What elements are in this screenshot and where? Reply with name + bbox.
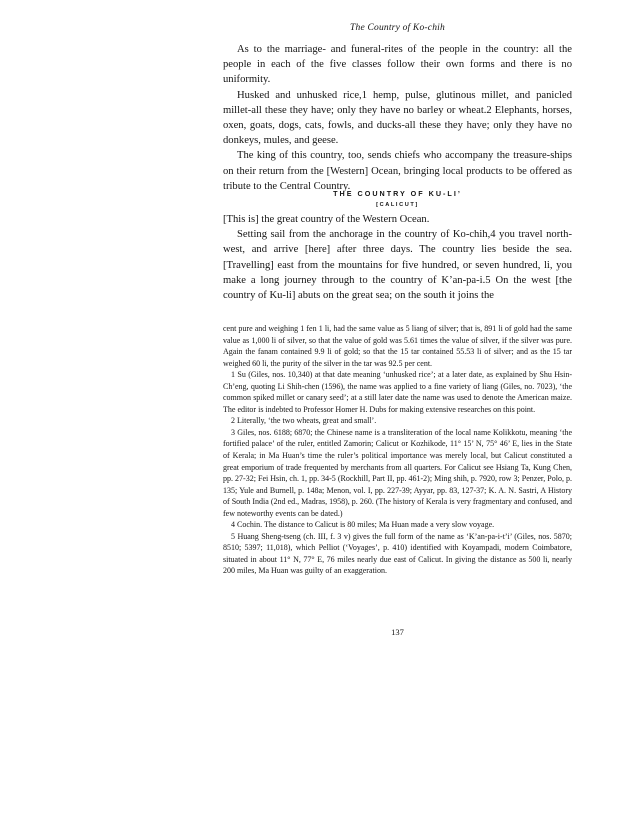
footnote-continued: cent pure and weighing 1 fen 1 li, had the same value as 5 liang of silver; that is, 891 li of gold had the same value as 1,000 li of silver, so that the value of gold was 5.61 times the value of silver, if the silver was pure. Again the fanam contained 9.9 li of gold; so that the 15 tar contained 55.53 li of silver; and as the 15 tar weighed 60 li, the purity of the silver in the tar was 92.5 per cent. [223,324,572,368]
footnote-4: 4 Cochin. The distance to Calicut is 80 miles; Ma Huan made a very slow voyage. [231,520,495,530]
footnotes [223,323,572,577]
footnote-5: 5 Huang Sheng-tseng (ch. III, f. 3 v) gives the full form of the name as ‘K’an-pa-i-t’i’ (Giles, nos. 5870; 8510; 5397; 11,018), which Pelliot (‘Voyages’, p. 410) identified with Koyampadi, modern Coimbatore, situated in about 11° N, 77° E, 76 miles nearly due east of Calicut. In giving the distance as 500 li, nearly 200 miles, Ma Huan was guilty of an exaggeration. [223,531,572,576]
section-subtitle: [CALICUT] [376,202,419,208]
page-number: 137 [391,627,404,637]
section-title: THE COUNTRY OF KU-LIʼ [333,189,462,198]
paragraph-tribute: The king of this country, too, sends chiefs who accompany the treasure-ships on their return from the [Western] Ocean, bringing local products to be offered as tribute to the Central Country. [223,150,572,192]
footnote-3: 3 Giles, nos. 6188; 6870; the Chinese name is a transliteration of the local name Kolikkotu, meaning ‘the fortified palace’ of the ruler, entitled Zamorin; Calicut or Kozhikode, 11° 15’ N, 75° 46’ E, lies in the State of Kerala; in Ma Huan’s time the ruler’s political importance was merely local, but Calicut constituted a great emporium of trade frequented by merchants from all quarters. For Calicut see Hsiang Ta, Kung Chen, pp. 27-32; Fei Hsin, ch. 1, pp. 34-5 (Rockhill, Part II, pp. 461-2); Ming shih, p. 7920, row 3; Penzer, Polo, p. 135; Yule and Burnell, p. 148a; Menon, vol. I, pp. 227-39; Ayyar, pp. 83, 127-37; K. A. N. Sastri, A History of South India (2nd ed., Madras, 1958), p. 260. (The history of Kerala is very fragmentary and confused, and few noteworthy events can be dated.) [223,427,572,518]
paragraph-intro: [This is] the great country of the Western Ocean. [223,214,430,225]
paragraph-voyage: Setting sail from the anchorage in the country of Ko-chih,4 you travel north-west, and arrive [here] after three days. The country lies beside the sea. [Travelling] east from the mountains for five hundred, or seven hundred, li, you make a long journey through to the country of K’an-pa-i.5 On the west [the country of Ku-li] abuts on the great sea; on the south it joins the [223,229,572,302]
paragraph-crops-animals: Husked and unhusked rice,1 hemp, pulse, glutinous millet, and panicled millet-all these they have; only they have no barley or wheat.2 Elephants, horses, oxen, goats, dogs, cats, fowls, and ducks-all these they have; only they have no donkeys, mules, and geese. [223,89,572,147]
paragraph-marriage-rites: As to the marriage- and funeral-rites of the people in the country: all the people in each of the five classes follow their own forms and there is no uniformity. [223,44,572,86]
footnote-2: 2 Literally, ‘the two wheats, great and small’. [231,416,377,426]
body-text-top [223,42,572,194]
body-text-bottom [223,212,572,303]
running-head: The Country of Ko-chih [350,23,445,33]
footnote-1: 1 Su (Giles, nos. 10,340) at that date meaning ‘unhusked rice’; at a later date, as explained by Shu Hsin-Ch’eng, quoting Li Shih-chen (1596), the name was applied to a fine variety of liang (Giles, no. 7023), ‘the common spiked millet or canary seed’; at a still later date the name was used to denote the American maize. The editor is indebted to Professor Homer H. Dubs for making extensive researches on this point. [223,370,572,414]
